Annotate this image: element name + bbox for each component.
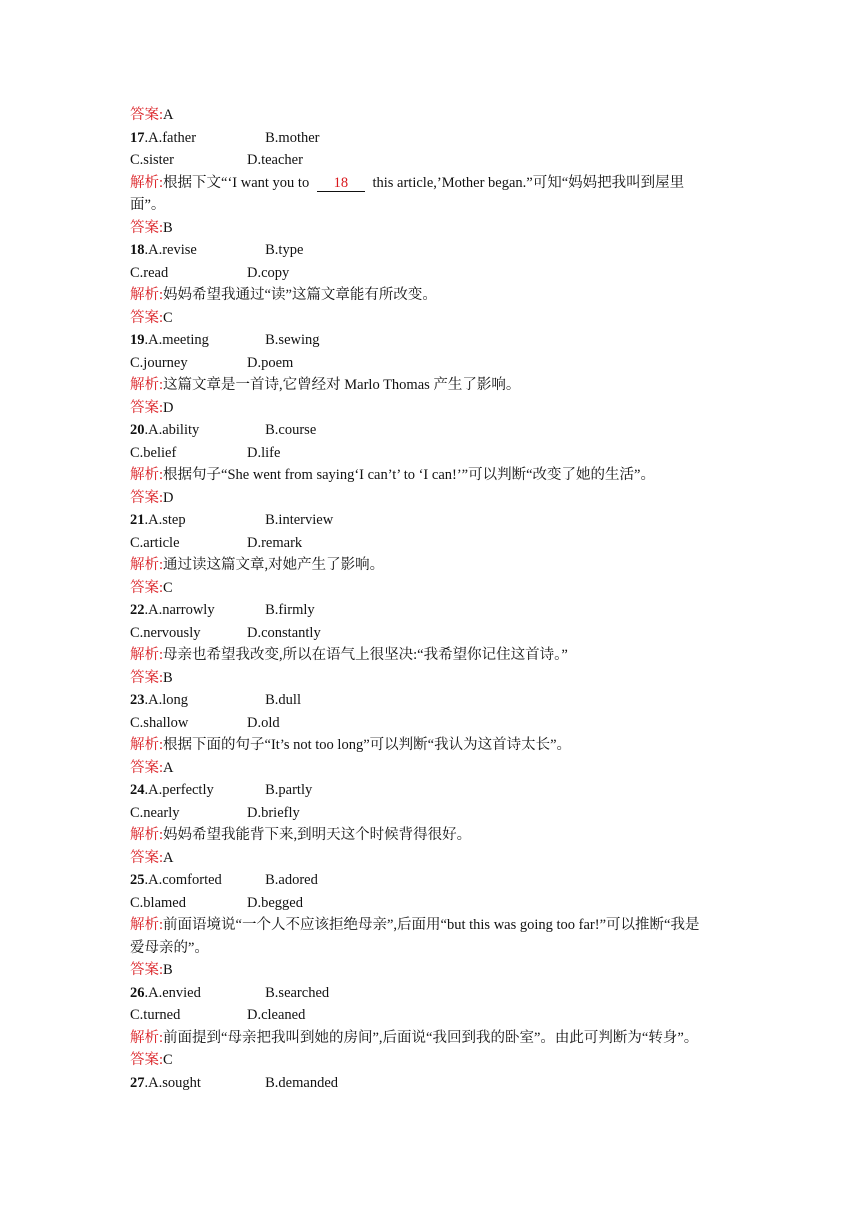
answer-label: 答案 <box>130 579 159 596</box>
question-options-row-2 <box>130 802 740 825</box>
answer-value: D <box>163 489 174 506</box>
answer-line <box>130 757 740 780</box>
explain-label: 解析 <box>130 737 159 753</box>
colon: : <box>159 827 164 843</box>
colon: : <box>159 174 164 191</box>
option-a <box>148 689 265 712</box>
explanation-line <box>130 554 740 577</box>
answer-value: A <box>163 107 174 123</box>
explain-label: 解析 <box>130 467 159 483</box>
colon: : <box>159 399 164 416</box>
explain-label: 解析 <box>130 287 159 303</box>
explanation-text-cont: 面”。 <box>130 197 166 213</box>
question-options-row-1: 18.A.revise B.type <box>130 239 740 262</box>
question-number: 23 <box>130 692 145 708</box>
answer-value: D <box>163 399 174 416</box>
option-b: B.adored <box>265 872 318 888</box>
explain-label: 解析 <box>130 647 159 663</box>
explain-label: 解析 <box>130 557 159 573</box>
option-c: C.read <box>130 264 169 281</box>
question-options-row-1: 25.A.comforted B.adored <box>130 869 740 892</box>
answer-label: 答案 <box>130 399 159 416</box>
answer-line <box>130 397 740 420</box>
option-a <box>148 869 265 892</box>
option-a-text: A.perfectly <box>148 782 214 798</box>
answer-label: 答案 <box>130 759 159 776</box>
option-b: B.sewing <box>265 332 320 348</box>
explanation-line <box>130 734 740 757</box>
explanation-text-post: this article,’Mother began.”可知“妈妈把我叫到屋里 <box>368 174 685 191</box>
option-a-text: A.narrowly <box>148 602 215 618</box>
explanation-text-pre: 根据下文“‘I want you to <box>163 174 313 191</box>
option-a-text: A.ability <box>148 422 200 438</box>
answer-value: A <box>163 759 174 776</box>
answer-line <box>130 217 740 240</box>
colon: : <box>159 107 164 123</box>
colon: : <box>159 557 164 573</box>
question-number: 18 <box>130 242 145 258</box>
option-b: B.course <box>265 422 317 438</box>
question-options-row-2 <box>130 892 740 915</box>
explanation-line <box>130 644 740 667</box>
question-number: 21 <box>130 512 145 528</box>
option-a <box>148 509 265 532</box>
option-c: C.article <box>130 534 180 551</box>
explanation-line <box>130 172 740 195</box>
answer-label: 答案 <box>130 489 159 506</box>
explanation-text: 根据下面的句子“It’s not too long”可以判断“我认为这首诗太长”。 <box>163 737 572 753</box>
option-c: C.blamed <box>130 894 186 911</box>
answer-value: B <box>163 219 173 236</box>
colon: : <box>159 309 164 326</box>
option-b: B.type <box>265 242 304 258</box>
option-d: D.old <box>247 714 280 731</box>
option-a-text: A.comforted <box>148 872 222 888</box>
colon: : <box>159 219 164 236</box>
answer-value: C <box>163 309 173 326</box>
colon: : <box>159 1029 164 1046</box>
question-options-row-2 <box>130 622 740 645</box>
explanation-line <box>130 374 740 397</box>
explain-label: 解析 <box>130 377 159 393</box>
answer-label: 答案 <box>130 309 159 326</box>
question-options-row-1: 23.A.long B.dull <box>130 689 740 712</box>
answer-label: 答案 <box>130 669 159 686</box>
colon: : <box>159 962 164 978</box>
explain-label: 解析 <box>130 174 159 191</box>
question-options-row-1: 20.A.ability B.course <box>130 419 740 442</box>
question-options-row-1: 22.A.narrowly B.firmly <box>130 599 740 622</box>
option-d: D.cleaned <box>247 1007 306 1023</box>
option-d: D.briefly <box>247 804 300 821</box>
question-number: 22 <box>130 602 145 618</box>
option-c: C.sister <box>130 152 174 168</box>
explanation-text: 根据句子“She went from saying‘I can’t’ to ‘I can!’”可以判断“改变了她的生活”。 <box>163 467 655 483</box>
explanation-text: 前面语境说“一个人不应该拒绝母亲”,后面用“but this was going too far!”可以推断“我是 <box>163 917 700 933</box>
answer-line <box>130 307 740 330</box>
option-a-text: A.long <box>148 692 188 708</box>
option-b: B.searched <box>265 984 330 1001</box>
question-number: 20 <box>130 422 145 438</box>
colon: : <box>159 287 164 303</box>
option-a <box>148 1072 265 1095</box>
explanation-text: 妈妈希望我能背下来,到明天这个时候背得很好。 <box>163 827 472 843</box>
answer-value: B <box>163 669 173 686</box>
option-b: B.dull <box>265 692 301 708</box>
option-b: B.firmly <box>265 602 315 618</box>
answer-line <box>130 104 740 127</box>
answer-line <box>130 1049 740 1072</box>
question-number: 19 <box>130 332 145 348</box>
option-a-text: A.revise <box>148 242 197 258</box>
question-number: 24 <box>130 782 145 798</box>
colon: : <box>159 1052 164 1068</box>
option-d: D.remark <box>247 534 303 551</box>
explain-label: 解析 <box>130 827 159 843</box>
option-d: D.teacher <box>247 152 303 168</box>
explain-label: 解析 <box>130 917 159 933</box>
answer-label: 答案 <box>130 107 159 123</box>
question-options-row-2 <box>130 532 740 555</box>
question-options-row-1: 27.A.sought B.demanded <box>130 1072 740 1095</box>
option-a-text: A.envied <box>148 984 201 1001</box>
option-a <box>148 329 265 352</box>
explanation-continuation <box>130 937 740 960</box>
explanation-text: 母亲也希望我改变,所以在语气上很坚决:“我希望你记住这首诗。” <box>163 647 568 663</box>
option-a-text: A.father <box>148 129 197 146</box>
option-c: C.nearly <box>130 804 180 821</box>
question-number: 25 <box>130 872 145 888</box>
explanation-line <box>130 284 740 307</box>
blank-number: 18 <box>317 175 365 192</box>
explanation-text: 通过读这篇文章,对她产生了影响。 <box>163 557 385 573</box>
question-options-row-2 <box>130 1004 740 1027</box>
option-b: B.partly <box>265 782 313 798</box>
explanation-line <box>130 914 740 937</box>
colon: : <box>159 917 164 933</box>
question-options-row-2 <box>130 352 740 375</box>
option-c: C.belief <box>130 444 177 461</box>
colon: : <box>159 669 164 686</box>
explanation-text: 这篇文章是一首诗,它曾经对 Marlo Thomas 产生了影响。 <box>163 377 521 393</box>
explain-label: 解析 <box>130 1029 159 1046</box>
option-d: D.life <box>247 444 281 461</box>
answer-value: C <box>163 1052 173 1068</box>
question-options-row-2 <box>130 712 740 735</box>
option-b: B.interview <box>265 512 334 528</box>
explanation-text: 前面提到“母亲把我叫到她的房间”,后面说“我回到我的卧室”。由此可判断为“转身”。 <box>163 1029 699 1046</box>
option-c: C.shallow <box>130 714 189 731</box>
question-options-row-2 <box>130 149 740 172</box>
option-a <box>148 779 265 802</box>
option-d: D.constantly <box>247 624 321 641</box>
option-d: D.begged <box>247 894 303 911</box>
explanation-line <box>130 1027 740 1050</box>
question-options-row-1: 24.A.perfectly B.partly <box>130 779 740 802</box>
answer-label: 答案 <box>130 1052 159 1068</box>
option-a <box>148 127 265 150</box>
answer-line <box>130 667 740 690</box>
colon: : <box>159 467 164 483</box>
question-options-row-1: 26.A.envied B.searched <box>130 982 740 1005</box>
question-options-row-2 <box>130 262 740 285</box>
explanation-text-cont: 爱母亲的”。 <box>130 939 209 956</box>
colon: : <box>159 489 164 506</box>
option-a-text: A.step <box>148 512 186 528</box>
option-c: C.journey <box>130 354 188 371</box>
answer-line <box>130 577 740 600</box>
option-a-text: A.meeting <box>148 332 209 348</box>
option-b: B.demanded <box>265 1074 339 1091</box>
question-options-row-2 <box>130 442 740 465</box>
answer-line <box>130 959 740 982</box>
answer-line <box>130 487 740 510</box>
option-a <box>148 982 265 1005</box>
question-number: 26 <box>130 984 145 1001</box>
question-options-row-1: 17.A.father B.mother <box>130 127 740 150</box>
explanation-line <box>130 464 740 487</box>
option-c: C.turned <box>130 1007 181 1023</box>
question-options-row-1: 19.A.meeting B.sewing <box>130 329 740 352</box>
colon: : <box>159 849 164 866</box>
question-options-row-1: 21.A.step B.interview <box>130 509 740 532</box>
colon: : <box>159 759 164 776</box>
explanation-line <box>130 824 740 847</box>
colon: : <box>159 647 164 663</box>
explanation-continuation <box>130 194 740 217</box>
option-c: C.nervously <box>130 624 201 641</box>
option-a-text: A.sought <box>148 1074 201 1091</box>
question-number: 27 <box>130 1074 145 1091</box>
answer-value: B <box>163 962 173 978</box>
option-a <box>148 599 265 622</box>
answer-line <box>130 847 740 870</box>
answer-value: C <box>163 579 173 596</box>
answer-label: 答案 <box>130 849 159 866</box>
option-d: D.poem <box>247 354 294 371</box>
option-a <box>148 419 265 442</box>
explanation-text: 妈妈希望我通过“读”这篇文章能有所改变。 <box>163 287 437 303</box>
answer-label: 答案 <box>130 962 159 978</box>
answer-value: A <box>163 849 174 866</box>
colon: : <box>159 737 164 753</box>
question-number: 17 <box>130 129 145 146</box>
option-a <box>148 239 265 262</box>
colon: : <box>159 579 164 596</box>
option-d: D.copy <box>247 264 290 281</box>
colon: : <box>159 377 164 393</box>
option-b: B.mother <box>265 129 320 146</box>
document-page <box>130 104 740 1094</box>
answer-label: 答案 <box>130 219 159 236</box>
